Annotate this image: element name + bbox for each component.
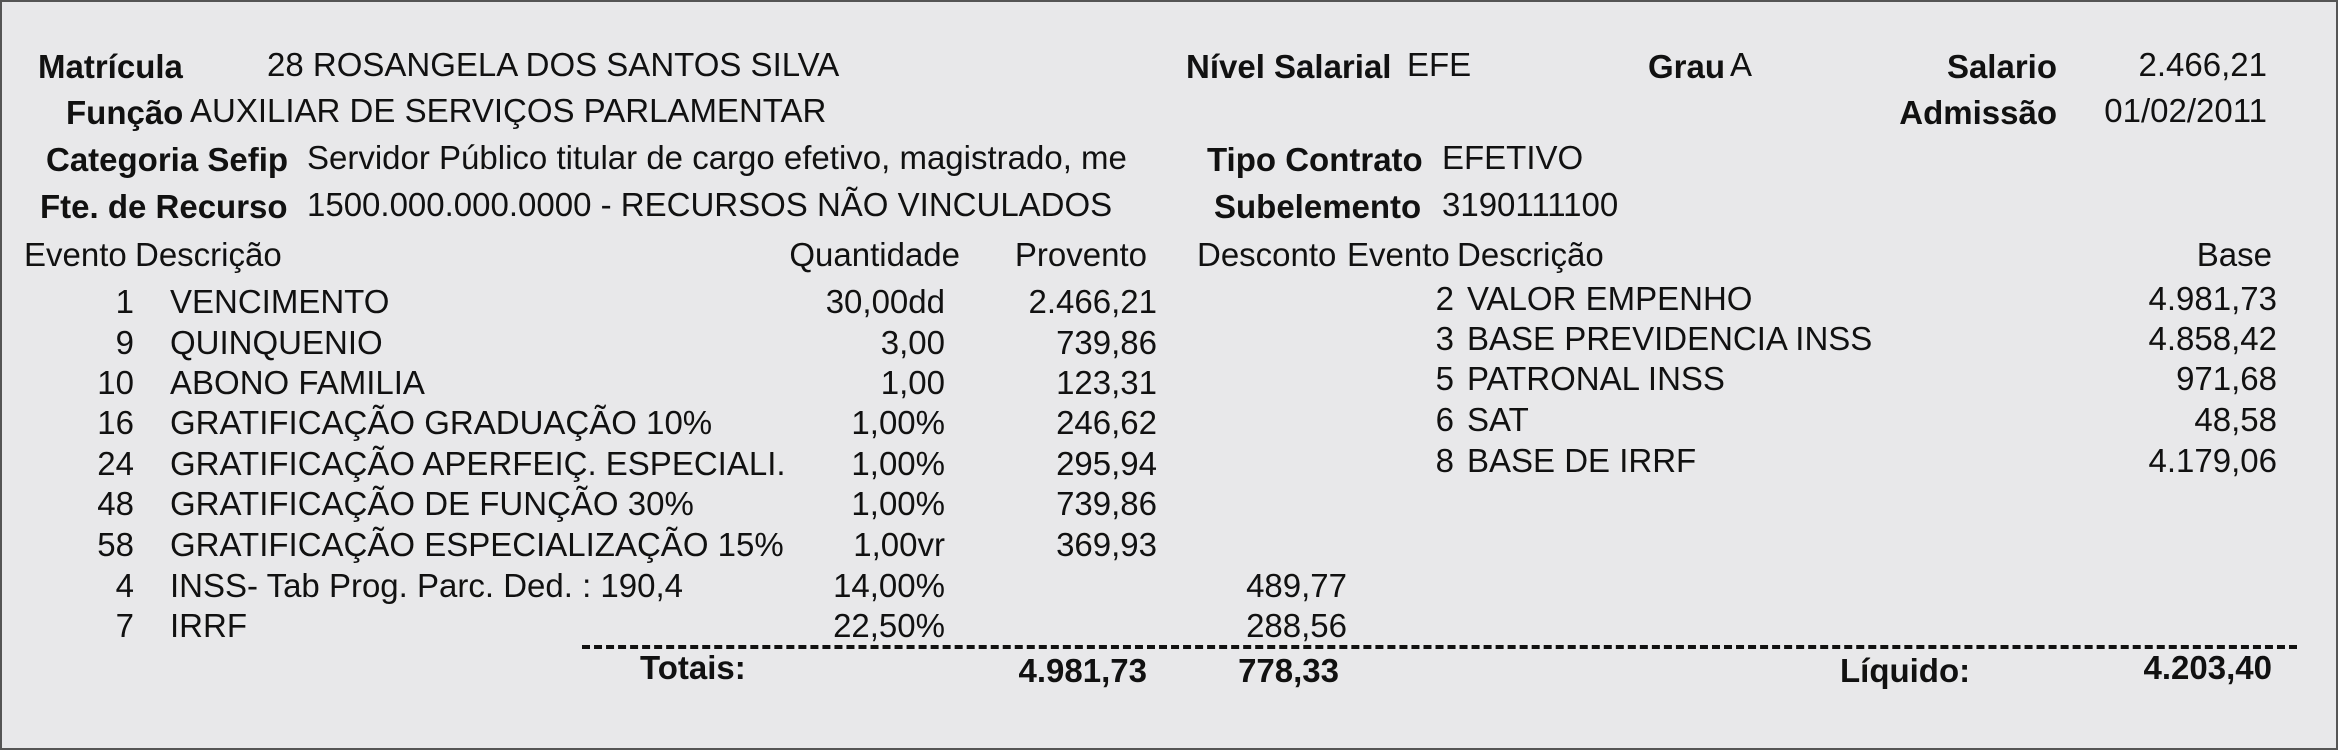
totals-divider <box>582 645 2297 649</box>
base-desc: VALOR EMPENHO <box>1467 280 1753 317</box>
event-provento: 369,93 <box>1056 526 1157 563</box>
event-desc: GRATIFICAÇÃO GRADUAÇÃO 10% <box>170 404 713 441</box>
event-code: 4 <box>115 567 134 604</box>
event-desc: GRATIFICAÇÃO APERFEIÇ. ESPECIALI. <box>170 445 786 482</box>
base-code: 6 <box>1435 401 1454 438</box>
event-qty: 22,50% <box>833 607 945 644</box>
event-code: 7 <box>115 607 134 644</box>
event-code: 24 <box>97 445 134 482</box>
event-code: 1 <box>115 283 134 320</box>
col-base: Base <box>2196 236 2272 273</box>
event-provento: 295,94 <box>1056 445 1157 482</box>
base-desc: PATRONAL INSS <box>1467 360 1725 397</box>
fonte-recurso-value: 1500.000.000.0000 - RECURSOS NÃO VINCULADOS <box>307 186 1113 223</box>
admissao-value: 01/02/2011 <box>2104 92 2267 129</box>
liquido-label: Líquido: <box>1840 652 1971 689</box>
event-qty: 1,00vr <box>853 526 945 563</box>
totals-provento: 4.981,73 <box>1018 652 1147 689</box>
event-qty: 3,00 <box>880 324 945 361</box>
liquido-value: 4.203,40 <box>2143 649 2272 686</box>
salario-label: Salario <box>1946 48 2057 85</box>
event-code: 9 <box>115 324 134 361</box>
col-quantidade: Quantidade <box>789 236 960 273</box>
funcao-value: AUXILIAR DE SERVIÇOS PARLAMENTAR <box>190 92 827 129</box>
base-value: 4.858,42 <box>2148 320 2277 357</box>
event-code: 10 <box>97 364 134 401</box>
matricula-label: Matrícula <box>38 48 183 85</box>
matricula-value: 28 ROSANGELA DOS SANTOS SILVA <box>267 46 840 83</box>
funcao-label: Função <box>66 94 184 131</box>
event-provento: 2.466,21 <box>1028 283 1157 320</box>
base-code: 8 <box>1435 442 1454 479</box>
event-desc: GRATIFICAÇÃO ESPECIALIZAÇÃO 15% <box>170 526 784 563</box>
event-desconto: 489,77 <box>1246 567 1347 604</box>
event-qty: 14,00% <box>833 567 945 604</box>
subelemento-label: Subelemento <box>1214 188 1422 225</box>
nivel-salarial-label: Nível Salarial <box>1186 48 1392 85</box>
base-desc: BASE PREVIDENCIA INSS <box>1467 320 1873 357</box>
event-desconto: 288,56 <box>1246 607 1347 644</box>
base-value: 4.981,73 <box>2148 280 2277 317</box>
categoria-sefip-value: Servidor Público titular de cargo efetivo, magistrado, me <box>307 139 1127 176</box>
event-provento: 246,62 <box>1056 404 1157 441</box>
event-qty: 1,00 <box>880 364 945 401</box>
base-code: 3 <box>1435 320 1454 357</box>
base-code: 2 <box>1435 280 1454 317</box>
admissao-label: Admissão <box>1899 94 2057 131</box>
fonte-recurso-label: Fte. de Recurso <box>40 188 288 225</box>
event-provento: 739,86 <box>1056 485 1157 522</box>
col-evento: Evento <box>24 236 127 273</box>
tipo-contrato-label: Tipo Contrato <box>1207 141 1423 178</box>
base-value: 971,68 <box>2176 360 2277 397</box>
grau-value: A <box>1730 46 1753 83</box>
event-provento: 739,86 <box>1056 324 1157 361</box>
event-desc: GRATIFICAÇÃO DE FUNÇÃO 30% <box>170 485 694 522</box>
event-code: 48 <box>97 485 134 522</box>
event-desc: QUINQUENIO <box>170 324 383 361</box>
base-value: 4.179,06 <box>2148 442 2277 479</box>
totals-label: Totais: <box>640 649 746 686</box>
event-desc: ABONO FAMILIA <box>170 364 425 401</box>
event-code: 16 <box>97 404 134 441</box>
event-desc: INSS- Tab Prog. Parc. Ded. : 190,4 <box>170 567 683 604</box>
event-qty: 1,00% <box>851 485 945 522</box>
base-desc: BASE DE IRRF <box>1467 442 1697 479</box>
totals-desconto: 778,33 <box>1238 652 1339 689</box>
base-value: 48,58 <box>2194 401 2277 438</box>
col-descricao-base: Descrição <box>1457 236 1604 273</box>
event-qty: 30,00dd <box>825 283 945 320</box>
tipo-contrato-value: EFETIVO <box>1442 139 1584 176</box>
event-code: 58 <box>97 526 134 563</box>
salario-value: 2.466,21 <box>2138 46 2267 83</box>
subelemento-value: 3190111100 <box>1442 186 1619 223</box>
event-desc: VENCIMENTO <box>170 283 390 320</box>
base-desc: SAT <box>1467 401 1529 438</box>
event-provento: 123,31 <box>1056 364 1157 401</box>
base-code: 5 <box>1435 360 1454 397</box>
event-qty: 1,00% <box>851 445 945 482</box>
col-descricao: Descrição <box>135 236 282 273</box>
nivel-salarial-value: EFE <box>1407 46 1472 83</box>
grau-label: Grau <box>1648 48 1726 85</box>
event-qty: 1,00% <box>851 404 945 441</box>
col-desconto: Desconto <box>1197 236 1337 273</box>
col-provento: Provento <box>1014 236 1147 273</box>
col-evento-base: Evento <box>1347 236 1450 273</box>
event-desc: IRRF <box>170 607 247 644</box>
categoria-sefip-label: Categoria Sefip <box>46 141 289 178</box>
